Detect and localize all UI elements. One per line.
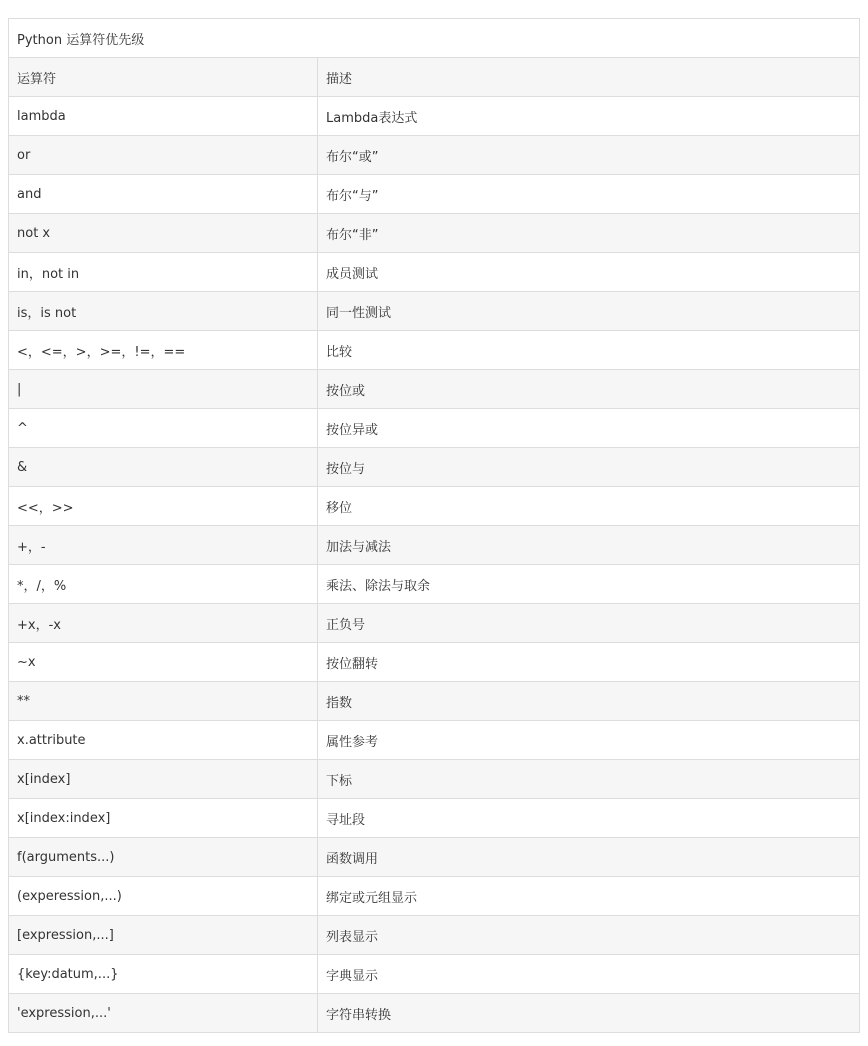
table-row (9, 877, 860, 916)
description-cell: 布尔“或” (318, 136, 860, 175)
description-cell: 按位翻转 (318, 643, 860, 682)
description-cell: 比较 (318, 331, 860, 370)
operator-cell: & (9, 448, 318, 487)
description-cell: 移位 (318, 487, 860, 526)
table-row (9, 721, 860, 760)
table-row (9, 136, 860, 175)
operator-cell: +x，-x (9, 604, 318, 643)
operator-cell: *，/，% (9, 565, 318, 604)
description-cell: 属性参考 (318, 721, 860, 760)
operator-cell: or (9, 136, 318, 175)
table-row (9, 409, 860, 448)
operator-cell: is，is not (9, 292, 318, 331)
table-row (9, 526, 860, 565)
description-cell: 字符串转换 (318, 994, 860, 1033)
description-cell: 按位异或 (318, 409, 860, 448)
table-caption-row (9, 19, 860, 58)
table-row (9, 292, 860, 331)
table-row (9, 565, 860, 604)
operator-cell: in，not in (9, 253, 318, 292)
operator-cell: <，<=，>，>=，!=，== (9, 331, 318, 370)
table-row (9, 682, 860, 721)
operator-cell: x.attribute (9, 721, 318, 760)
description-cell: Lambda表达式 (318, 97, 860, 136)
table-row (9, 214, 860, 253)
operator-cell: ~x (9, 643, 318, 682)
operator-cell: <<，>> (9, 487, 318, 526)
description-cell: 同一性测试 (318, 292, 860, 331)
operator-cell: {key:datum,...} (9, 955, 318, 994)
table-row (9, 994, 860, 1033)
table-body (9, 19, 860, 1033)
header-operator: 运算符 (9, 58, 318, 97)
table-title: Python 运算符优先级 (9, 19, 860, 58)
description-cell: 字典显示 (318, 955, 860, 994)
operator-cell: not x (9, 214, 318, 253)
table-row (9, 175, 860, 214)
operator-cell: ^ (9, 409, 318, 448)
table-row (9, 604, 860, 643)
description-cell: 乘法、除法与取余 (318, 565, 860, 604)
description-cell: 列表显示 (318, 916, 860, 955)
description-cell: 寻址段 (318, 799, 860, 838)
description-cell: 正负号 (318, 604, 860, 643)
operator-cell: +，- (9, 526, 318, 565)
operator-cell: f(arguments...) (9, 838, 318, 877)
operator-cell: ** (9, 682, 318, 721)
description-cell: 布尔“非” (318, 214, 860, 253)
table-row (9, 97, 860, 136)
table-row (9, 487, 860, 526)
table-row (9, 448, 860, 487)
description-cell: 函数调用 (318, 838, 860, 877)
description-cell: 成员测试 (318, 253, 860, 292)
table-row (9, 331, 860, 370)
operator-precedence-table (8, 18, 860, 1033)
operator-cell: x[index:index] (9, 799, 318, 838)
table-row (9, 838, 860, 877)
table-header-row (9, 58, 860, 97)
header-description: 描述 (318, 58, 860, 97)
description-cell: 绑定或元组显示 (318, 877, 860, 916)
table-row (9, 955, 860, 994)
table-row (9, 370, 860, 409)
operator-cell: | (9, 370, 318, 409)
operator-cell: (experession,...) (9, 877, 318, 916)
description-cell: 加法与减法 (318, 526, 860, 565)
description-cell: 下标 (318, 760, 860, 799)
table-row (9, 916, 860, 955)
description-cell: 按位或 (318, 370, 860, 409)
table-row (9, 643, 860, 682)
description-cell: 布尔“与” (318, 175, 860, 214)
description-cell: 按位与 (318, 448, 860, 487)
operator-cell: lambda (9, 97, 318, 136)
table-row (9, 760, 860, 799)
table-row (9, 253, 860, 292)
operator-cell: x[index] (9, 760, 318, 799)
description-cell: 指数 (318, 682, 860, 721)
operator-cell: and (9, 175, 318, 214)
operator-cell: 'expression,...' (9, 994, 318, 1033)
table-row (9, 799, 860, 838)
operator-cell: [expression,...] (9, 916, 318, 955)
